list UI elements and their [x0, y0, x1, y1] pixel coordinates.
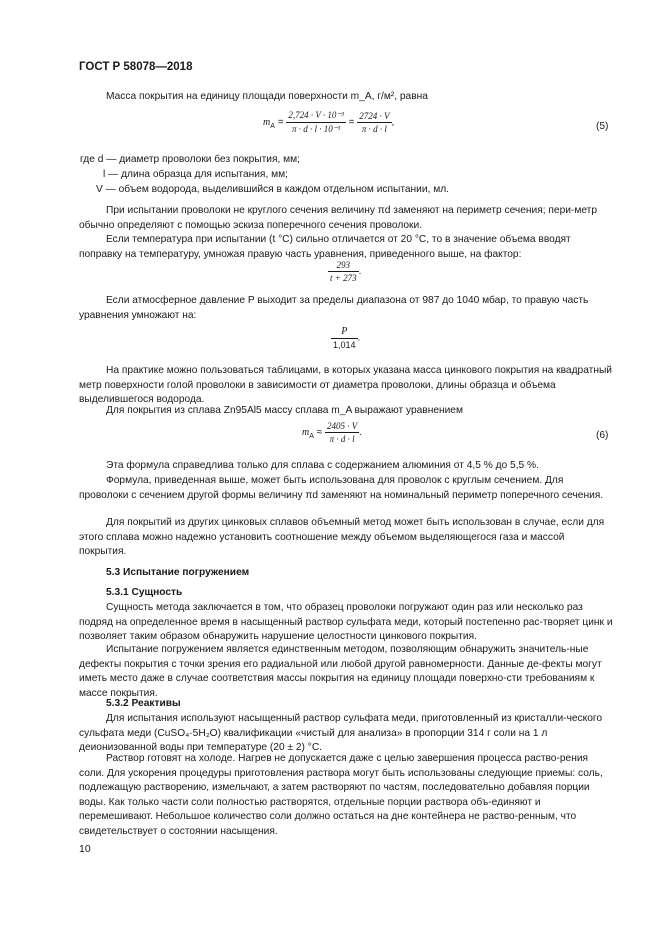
document-header: ГОСТ Р 58078—2018 — [79, 61, 193, 73]
paragraph-immersion: Испытание погружением является единственным методом, позволяющим обнаружить значитель-ные дефекты покрытия с точки зрения его радиальной или любой другой равномерности. Данные де-фекты могут иметь место даже в случае соответствия массы покрытия на единицу площади поверхно-сти требованиям к массе покрытия. — [79, 644, 602, 699]
paragraph-tables: На практике можно пользоваться таблицами, в которых указана масса цинкового покрытия на квадратный метр поверхности голой проволоки в зависимости от диаметра проволоки, длины образца и объема выделившегося водорода. — [79, 365, 612, 406]
formula-5-f1-denominator: π · d · l · 10⁻³ — [291, 124, 341, 134]
factor-pressure: $\frac{P}{1,014}$ . — [333, 326, 361, 350]
factor-temperature: $\frac{293}{t + 273}$ . — [330, 260, 362, 283]
formula-6-number: (6) — [596, 430, 609, 441]
paragraph-alloy: Для покрытия из сплава Zn95Al5 массу сплава m_A выражают уравнением — [106, 405, 463, 416]
paragraph-temperature: Если температура при испытании (t °С) сильно отличается от 20 °С, то в значение объема вводят поправку на температуру, умножая правую часть уравнения, приведенного выше, на фактор: — [79, 234, 571, 260]
formula-5-lhs-sub: A — [270, 123, 275, 131]
formula-5-lhs: m — [263, 117, 271, 129]
paragraph-perimeter: При испытании проволоки не круглого сечения величину πd заменяют на периметр сечения; пери-метр обычно определяют с помощью эскиза поперечного сечения проволоки. — [79, 205, 597, 231]
page-number: 10 — [79, 843, 91, 855]
formula-5-f2-denominator: π · d · l — [361, 124, 387, 134]
factor-temperature-num: 293 — [328, 260, 359, 272]
factor-pressure-den: 1,014 — [333, 340, 356, 350]
formula-5-f2-numerator: 2724 · V — [359, 111, 390, 121]
formula-6-numerator: 2405 · V — [326, 421, 358, 431]
paragraph-reagents: Для испытания используют насыщенный раствор сульфата меди, приготовленный из кристалли-ческого сульфата меди (CuSO₄·5H₂O) квалификации «чистый для анализа» в пропорции 314 г соли на 1 л деионизованной воды при температуре (20 ± 2) °С. — [79, 713, 603, 754]
paragraph-validity: Эта формула справедлива только для сплава с содержанием алюминия от 4,5 % до 5,5 %. — [106, 460, 539, 471]
formula-6: $m_A$ ≈ $\frac{2405 \cdot V}{\pi \cdot d \cdot l}$ . — [302, 421, 362, 444]
paragraph-essence: Сущность метода заключается в том, что образец проволоки погружают один раз или несколько раз подряд на определенное время в насыщенный раствор сульфата меди, который постепенно рас-творяет цинк и позволяет таким образом обнаружить нарушение целостности цинкового покрытия. — [79, 602, 613, 643]
formula-6-lhs: m — [302, 427, 310, 439]
where-line-d: где d — диаметр проволоки без покрытия, мм; — [80, 154, 300, 165]
formula-6-denominator: π · d · l — [329, 434, 355, 444]
formula-5-fraction-2 — [357, 111, 391, 134]
factor-pressure-num: P — [331, 326, 358, 339]
paragraph-other-alloys: Для покрытий из других цинковых сплавов объемный метод может быть использован в случае, если для этого сплава можно надежно установить соотношение между объемом выделяющегося газа и массой покрытия. — [79, 517, 605, 558]
section-5-3-2-heading: 5.3.2 Реактивы — [106, 698, 181, 709]
paragraph-preparation: Раствор готовят на холоде. Нагрев не допускается даже с целью завершения процесса раство-рения соли. Для ускорения процедуры приготовления раствора могут быть использованы следующие приемы: соль, подлежащую растворению, измельчают, а затем растворяют по частям, последовательно добавляя порции воды. Как только части соли полностью растворятся, отдельные порции раствора объ-единяют и перемешивают. Небольшое количество соли должно остаться на дне контейнера не раство-ренным, что свидетельствует о состоянии насыщения. — [79, 753, 603, 837]
formula-5-number: (5) — [596, 121, 609, 132]
formula-5-fraction-1 — [286, 110, 346, 135]
where-line-v: V — объем водорода, выделившийся в каждом отдельном испытании, мл. — [96, 184, 450, 195]
formula-5: $m_A$ = $\frac{\text{2,724 · V · 10⁻³}}{\text{π · d · l · 10⁻³}}$ = $\frac{2724 \cdot V}{\pi \cdot d \cdot l}$ , — [263, 110, 395, 134]
factor-temperature-den: t + 273 — [330, 273, 357, 283]
section-5-3-heading: 5.3 Испытание погружением — [106, 567, 250, 578]
paragraph-round-section: Формула, приведенная выше, может быть использована для проволок с круглым сечением. Для проволоки с сечением другой формы величину πd заменяют на номинальный периметр поперечного сечения. — [79, 475, 604, 501]
formula-6-approx: ≈ — [316, 427, 323, 439]
paragraph-pressure: Если атмосферное давление P выходит за пределы диапазона от 987 до 1040 мбар, то правую часть уравнения умножают на: — [79, 295, 589, 321]
where-line-l: l — длина образца для испытания, мм; — [103, 169, 288, 180]
formula-5-f1-numerator: 2,724 · V · 10⁻³ — [286, 110, 346, 123]
formula-6-lhs-sub: A — [309, 433, 314, 441]
intro-paragraph: Масса покрытия на единицу площади поверхности m_A, г/м², равна — [106, 91, 428, 102]
section-5-3-1-heading: 5.3.1 Сущность — [106, 587, 183, 598]
